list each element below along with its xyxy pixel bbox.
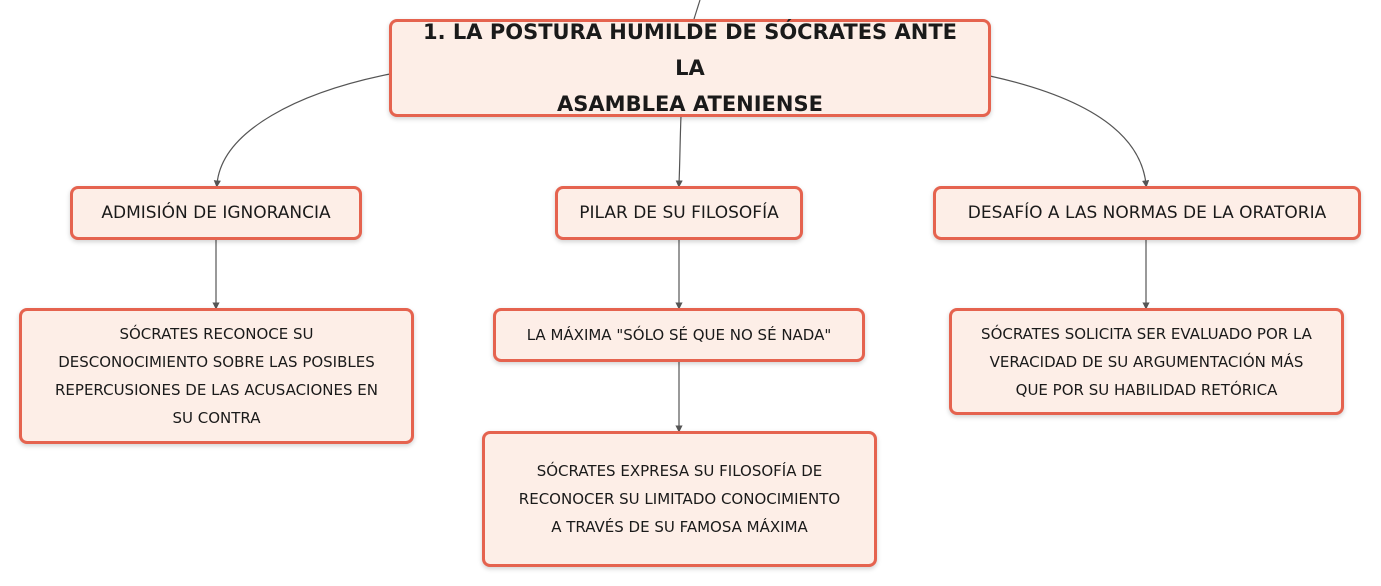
leaf-text-line: SU CONTRA	[172, 409, 261, 427]
leaf-text-line: SÓCRATES EXPRESA SU FILOSOFÍA DE	[536, 462, 823, 480]
branch-desafio-normas-oratoria[interactable]	[933, 186, 1361, 240]
leaf-solicita-ser-evaluado[interactable]	[949, 308, 1344, 415]
branch-label: ADMISIÓN DE IGNORANCIA	[101, 203, 331, 223]
leaf-expresa-su-filosofia[interactable]	[482, 431, 877, 567]
root-title-line-2: ASAMBLEA ATENIENSE	[557, 92, 823, 116]
leaf-la-maxima[interactable]	[493, 308, 865, 362]
leaf-text-line: SÓCRATES RECONOCE SU	[119, 325, 314, 343]
branch-admision-de-ignorancia[interactable]	[70, 186, 362, 240]
leaf-text-line: DESCONOCIMIENTO SOBRE LAS POSIBLES	[58, 353, 375, 371]
leaf-text-line: SÓCRATES SOLICITA SER EVALUADO POR LA	[981, 324, 1312, 343]
leaf-reconoce-desconocimiento[interactable]	[19, 308, 414, 444]
connector-root-to-desafio	[990, 76, 1146, 184]
root-title-line-1: 1. LA POSTURA HUMILDE DE SÓCRATES ANTE LA	[422, 20, 957, 80]
branch-label: PILAR DE SU FILOSOFÍA	[579, 203, 779, 223]
leaf-text-line: REPERCUSIONES DE LAS ACUSACIONES EN	[55, 381, 378, 399]
leaf-text-line: VERACIDAD DE SU ARGUMENTACIÓN MÁS	[989, 352, 1304, 371]
connector-root-to-pilar	[679, 116, 681, 184]
leaf-text-line: LA MÁXIMA "SÓLO SÉ QUE NO SÉ NADA"	[526, 326, 832, 344]
branch-pilar-de-su-filosofia[interactable]	[555, 186, 803, 240]
root-topic-node[interactable]	[389, 19, 991, 117]
branch-label: DESAFÍO A LAS NORMAS DE LA ORATORIA	[967, 203, 1327, 223]
leaf-text-line: RECONOCER SU LIMITADO CONOCIMIENTO	[518, 490, 841, 508]
leaf-text-line: A TRAVÉS DE SU FAMOSA MÁXIMA	[551, 518, 808, 536]
leaf-text-line: QUE POR SU HABILIDAD RETÓRICA	[1015, 380, 1278, 399]
connector-root-to-admision	[217, 74, 390, 184]
